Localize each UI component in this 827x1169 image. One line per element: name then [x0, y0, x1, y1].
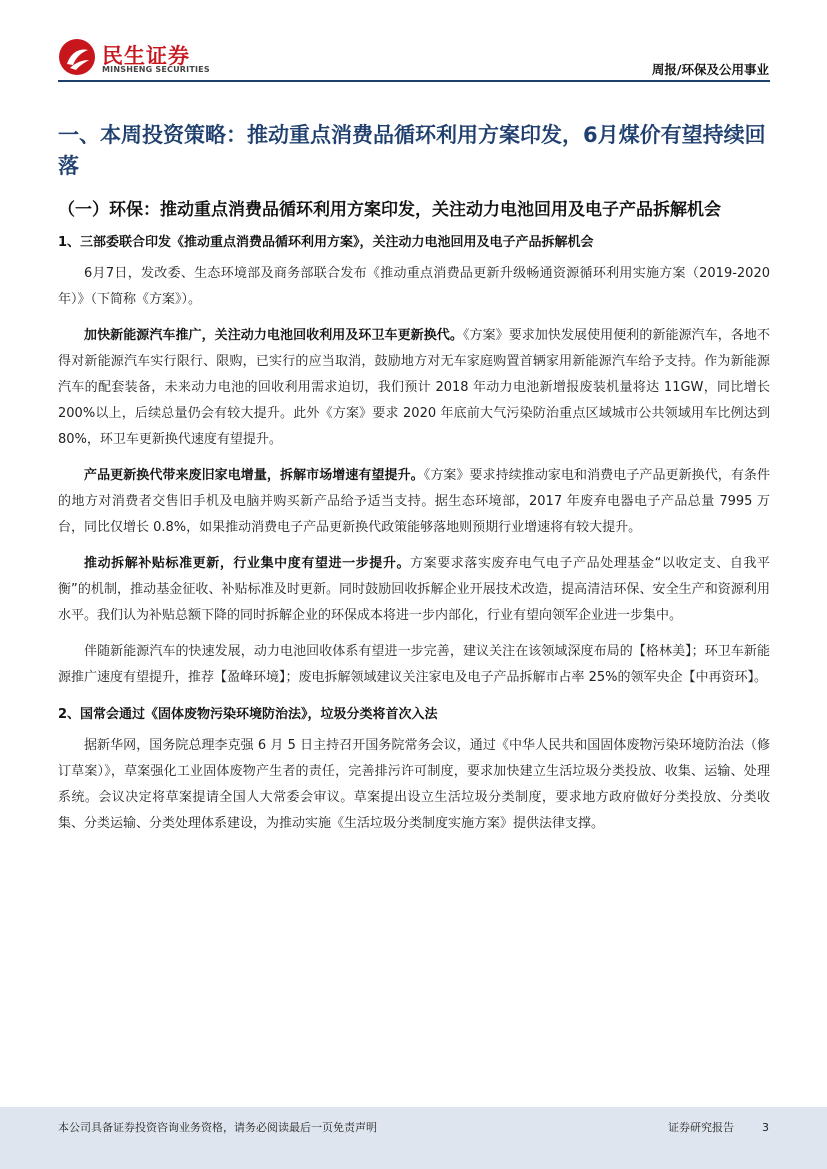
paragraph-4-lead: 推动拆解补贴标准更新，行业集中度有望进一步提升。 [84, 556, 411, 571]
footer-label: 证券研究报告 [668, 1121, 734, 1134]
minsheng-logo-icon [58, 38, 96, 76]
page-header [0, 0, 827, 84]
paragraph-3 [58, 463, 770, 541]
logo-english-name: MINSHENG SECURITIES [102, 65, 210, 74]
report-type: 周报/环保及公用事业 [651, 62, 769, 77]
footer-disclaimer: 本公司具备证券投资咨询业务资格，请务必阅读最后一页免责声明 [58, 1121, 377, 1134]
topic-heading-1: 1、三部委联合印发《推动重点消费品循环利用方案》，关注动力电池回用及电子产品拆解机会 [58, 235, 594, 250]
paragraph-6: 据新华网，国务院总理李克强 6 月 5 日主持召开国务院常务会议，通过《中华人民共和国固体废物污染环境防治法（修订草案）》，草案强化工业固体废物产生者的责任，完善排污许可制度，要求加快建立生活垃圾分类投放、收集、运输、处理系统。会议决定将草案提请全国人大常委会审议。草案提出设立生活垃圾分类制度，要求地方政府做好分类投放、分类收集、分类运输、分类处理体系建设，为推动实施《生活垃圾分类制度实施方案》提供法律支撑。 [58, 738, 770, 831]
subsection-heading: （一）环保：推动重点消费品循环利用方案印发，关注动力电池回用及电子产品拆解机会 [58, 200, 721, 220]
header-divider [58, 80, 770, 82]
section-heading: 一、本周投资策略：推动重点消费品循环利用方案印发，6月煤价有望持续回落 [58, 123, 766, 178]
paragraph-5: 伴随新能源汽车的快速发展，动力电池回收体系有望进一步完善，建议关注在该领域深度布局的【格林美】；环卫车新能源推广速度有望提升，推荐【盈峰环境】；废电拆解领域建议关注家电及电子产品拆解市占率 25%的领军央企【中再资环】。 [58, 644, 770, 685]
paragraph-2-text: 《方案》要求加快发展使用便利的新能源汽车，各地不得对新能源汽车实行限行、限购，已实行的应当取消，鼓励地方对无车家庭购置首辆家用新能源汽车给予支持。作为新能源汽车的配套装备，未来动力电池的回收利用需求迫切，我们预计 2018 年动力电池新增报废装机量将达 11GW，同比增长 200%以上，后续总量仍会有较大提升。此外《方案》要求 2020 年底前大气污染防治重点区域城市公共领域用车比例达到 80%，环卫车更新换代速度有望提升。 [58, 328, 770, 447]
paragraph-4-text: 方案要求落实废弃电气电子产品处理基金“以收定支、自我平衡”的机制，推动基金征收、补贴标准及时更新。同时鼓励回收拆解企业开展技术改造，提高清洁环保、安全生产和资源利用水平。我们认为补贴总额下降的同时拆解企业的环保成本将进一步内部化，行业有望向领军企业进一步集中。 [58, 556, 770, 623]
main-content [58, 120, 770, 847]
topic-heading-2: 2、国常会通过《固体废物污染环境防治法》，垃圾分类将首次入法 [58, 707, 438, 722]
page-footer [0, 1107, 827, 1169]
paragraph-3-lead: 产品更新换代带来废旧家电增量，拆解市场增速有望提升。 [84, 468, 424, 483]
paragraph-3-text: 《方案》要求持续推动家电和消费电子产品更新换代，有条件的地方对消费者交售旧手机及电脑并购买新产品给予适当支持。据生态环境部，2017 年废弃电器电子产品总量 7995 万台，同比仅增长 0.8%，如果推动消费电子产品更新换代政策能够落地则预期行业增速将有较大提升。 [58, 468, 770, 535]
paragraph-1: 6月7日，发改委、生态环境部及商务部联合发布《推动重点消费品更新升级畅通资源循环利用实施方案（2019-2020 年）》（下简称《方案》）。 [58, 266, 770, 307]
logo-chinese-name: 民生证券 [102, 44, 190, 68]
company-logo [58, 38, 218, 78]
paragraph-4 [58, 551, 770, 629]
footer-right [668, 1119, 769, 1135]
page-number: 3 [762, 1121, 769, 1134]
paragraph-2-lead: 加快新能源汽车推广，关注动力电池回收利用及环卫车更新换代。 [84, 328, 463, 343]
paragraph-2 [58, 323, 770, 453]
